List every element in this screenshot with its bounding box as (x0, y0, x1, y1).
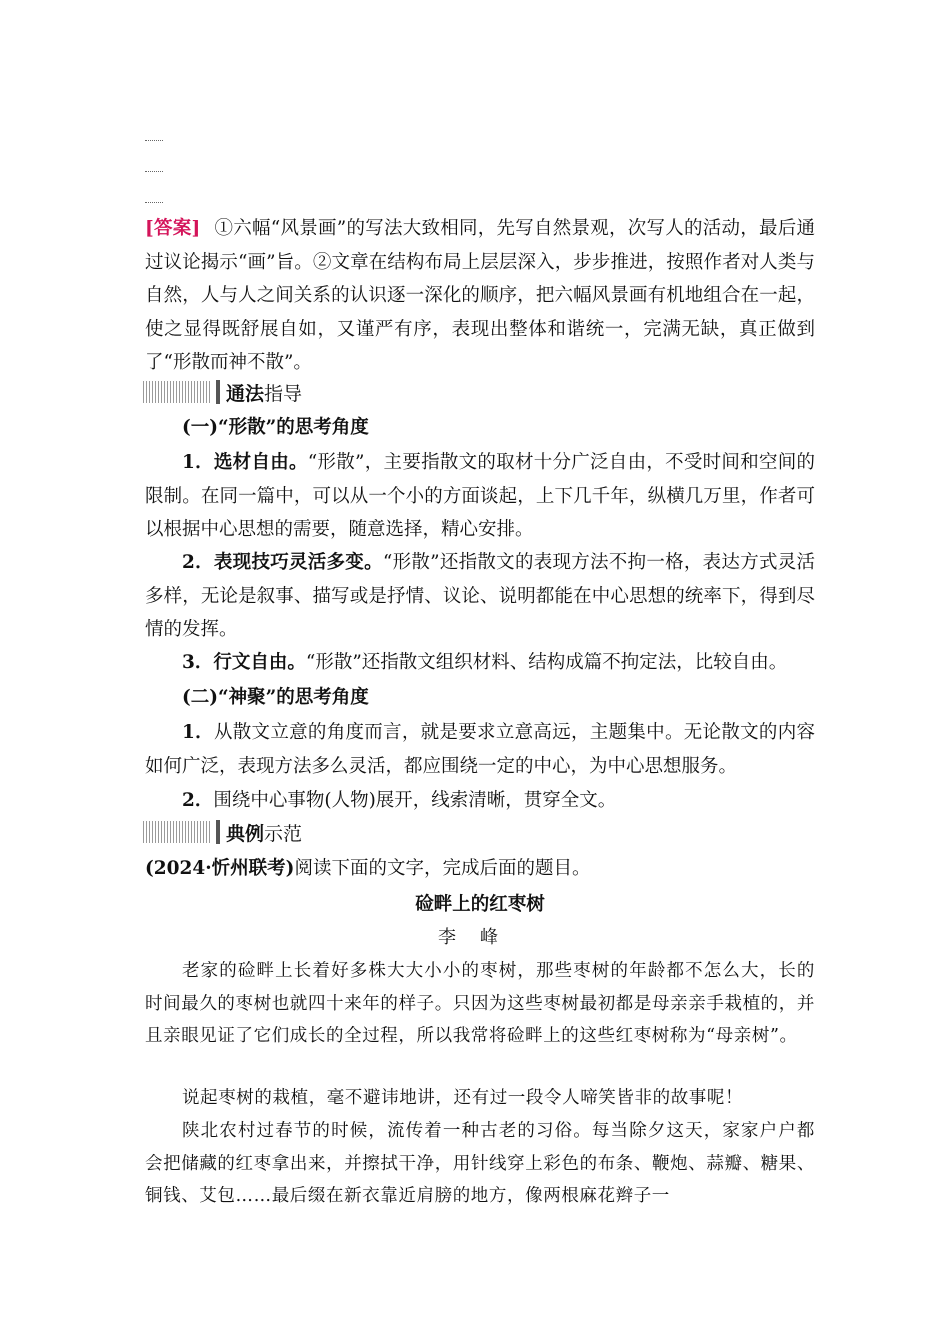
example-instruction: (2024·忻州联考)阅读下面的文字，完成后面的题目。 (145, 858, 591, 879)
section-header-guide (143, 379, 302, 405)
guide-item-2: 2．表现技巧灵活多变。“形散”还指散文的表现方法不拘一格，表达方式灵活多样，无论是叙事、描写或是抒情、议论、说明都能在中心思想的统率下，得到尽情的发挥。 (145, 552, 816, 640)
dotted-mark-3 (145, 202, 163, 203)
guide-item-3: 3．行文自由。“形散”还指散文组织材料、结构成篇不拘定法，比较自由。 (182, 652, 788, 673)
section-title-example: 典例示范 (226, 822, 303, 845)
guide-item-5: 2．围绕中心事物(人物)展开，线索清晰，贯穿全文。 (182, 790, 617, 811)
story-title: 硷畔上的红枣树 (415, 894, 545, 915)
story-paragraph-1: 老家的硷畔上长着好多株大大小小的枣树，那些枣树的年龄都不怎么大，长的时间最久的枣树也就四十来年的样子。只因为这些枣树最初都是母亲亲手栽植的，并且亲眼见证了它们成长的全过程，所以我常将硷畔上的这些红枣树称为“母亲树”。 (145, 961, 815, 1046)
story-paragraph-2: 说起枣树的栽植，毫不避讳地讲，还有过一段令人啼笑皆非的故事呢！ (182, 1088, 744, 1108)
story-paragraph-3: 陕北农村过春节的时候，流传着一种古老的习俗。每当除夕这天，家家户户都会把储藏的红枣拿出来，并擦拭干净，用针线穿上彩色的布条、鞭炮、蒜瓣、糖果、铜钱、艾包……最后缀在新衣靠近肩膀的地方，像两根麻花辫子一 (145, 1121, 815, 1206)
part2-heading: (二)“神聚”的思考角度 (182, 687, 369, 708)
guide-item-1: 1．选材自由。“形散”，主要指散文的取材十分广泛自由，不受时间和空间的限制。在同一篇中，可以从一个小的方面谈起，上下几千年，纵横几万里，作者可以根据中心思想的需要，随意选择，精心安排。 (145, 452, 816, 540)
hatch-decoration (143, 821, 211, 843)
section-header-example (143, 819, 302, 845)
part1-heading: (一)“形散”的思考角度 (182, 417, 369, 438)
hatch-decoration (143, 381, 211, 403)
dotted-mark-1 (145, 140, 163, 141)
guide-item-4: 1．从散文立意的角度而言，就是要求立意高远，主题集中。无论散文的内容如何广泛，表现方法多么灵活，都应围绕一定的中心，为中心思想服务。 (145, 722, 815, 777)
answer-tag: [答案] (145, 218, 201, 239)
answer-paragraph (145, 212, 815, 380)
answer-text: ①六幅“风景画”的写法大致相同，先写自然景观，次写人的活动，最后通过议论揭示“画”旨。②文章在结构布局上层层深入，步步推进，按照作者对人类与自然，人与人之间关系的认识逐一深化的顺序，把六幅风景画有机地组合在一起，使之显得既舒展自如，又谨严有序，表现出整体和谐统一，完满无缺，真正做到了“形散而神不散”。 (145, 218, 815, 373)
dotted-mark-2 (145, 171, 163, 172)
section-title-guide: 通法指导 (226, 382, 303, 405)
story-author: 李峰 (438, 927, 522, 948)
section-bar (216, 380, 220, 404)
section-bar (216, 820, 220, 844)
